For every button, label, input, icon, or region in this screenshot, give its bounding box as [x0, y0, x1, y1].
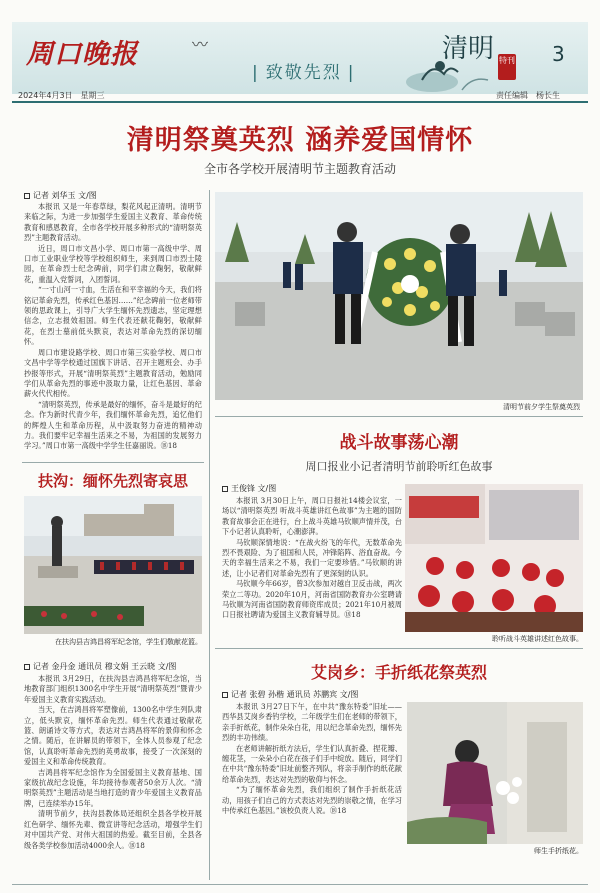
- paragraph: “为了缅怀革命先烈，我们组织了制作手折纸花活动，用孩子们自己的方式表达对先烈的崇敬之情，在学习中传承红色基因。”该校负责人说。⑱18: [222, 785, 402, 816]
- page-bottom-rule: [12, 884, 588, 885]
- main-byline: [24, 190, 97, 201]
- byline-box-icon: [24, 664, 30, 670]
- paragraph: 本报讯 3月30日上午，周口日报社14楼会议室，一场以“清明祭英烈 听战斗英雄讲红色故事”为主题的国防教育故事会正在进行，台上战斗英雄马钦顺声情并茂，台下小记者认真聆听，心潮澎湃。: [222, 496, 402, 537]
- paragraph: 本报讯 又是一年春草绿，梨花风起正清明。清明节来临之际，为进一步加强学生爱国主义教育、革命传统教育和感恩教育，全市各学校开展多种形式的“清明祭英烈”主题教育活动。: [24, 202, 202, 243]
- column-divider: [209, 190, 210, 880]
- left-story-title: 扶沟：缅怀先烈寄哀思: [37, 472, 188, 490]
- bottom-story-byline: [222, 689, 358, 700]
- paragraph: 吉鸿昌将军纪念馆作为全国爱国主义教育基地、国家级抗战纪念设施，年均接待参观者50余万人次。“清明祭英烈”主题活动是当地打造的青少年爱国主义教育品牌，已连续举办15年。: [24, 767, 202, 808]
- main-subhead: 全市各学校开展清明节主题教育活动: [203, 162, 396, 176]
- main-article-body: [24, 202, 202, 458]
- left-story-body: [24, 674, 202, 880]
- paragraph: 本报讯 3月29日，在扶沟县吉鸿昌将军纪念馆，当地教育部门组织1300名中学生开展“清明祭英烈”暨青少年爱国主义教育实践活动。: [24, 674, 202, 704]
- right-story-byline: [222, 483, 276, 494]
- section-divider: [22, 462, 204, 463]
- masthead: [12, 22, 588, 94]
- right-story-byline-text: 王俊锋 文/图: [231, 484, 277, 493]
- issue-date: 2024年4月3日 星期三: [18, 91, 105, 100]
- main-headline: 清明祭奠英烈 涵养爱国情怀: [126, 125, 474, 156]
- students-wreath-illustration: [215, 192, 583, 400]
- section-divider: [215, 416, 583, 417]
- right-story-body: [222, 496, 402, 644]
- left-story-caption: 在扶沟县吉鸿昌将军纪念馆，学生们敬献花篮。: [55, 638, 202, 646]
- memorial-square-illustration: [24, 496, 202, 634]
- bottom-story-caption: 师生手折纸花。: [534, 847, 583, 855]
- paragraph: 清明节前夕，扶沟县教体局还组织全县各学校开展红色研学、缅怀先辈、微宣讲等纪念活动，增强学生们对中国共产党、对伟大祖国的热爱。截至目前，全县各级各类学校参加活动4000余人。⑱18: [24, 809, 202, 850]
- paragraph: “清明祭英烈，传承是最好的缅怀，奋斗是最好的纪念。作为新时代青少年，我们缅怀革命先烈，追忆他们的辉煌人生和革命历程，从中汲取努力奋进的精神动力。我们要牢记幸福生活来之不易，为祖国的发展努力学习。”周口市第一高级中学学生任嘉丽说。⑱18: [24, 399, 202, 451]
- left-story-byline-text: 记者 金丹金 通讯员 穆文娟 王云晓 文/图: [33, 662, 177, 671]
- masthead-rule: [12, 101, 588, 103]
- paragraph: 马钦顺今年66岁，曾3次参加对越自卫反击战，两次荣立二等功。2020年10月，河南省国防教育办公室聘请马钦顺为河南省国防教育师资库成员；2021年10月被周口日报社聘请为爱国主义教育辅导员。⑱18: [222, 579, 402, 620]
- paragraph: 本报讯 3月27日下午，在中共“豫东特委”旧址——西华县艾岗乡香钓学校，二年级学生们在老师的带领下，亲手折纸花，制作朵朵白花，用以纪念革命先烈，缅怀先烈的丰功伟绩。: [222, 702, 402, 743]
- right-story-caption: 聆听战斗英雄讲述红色故事。: [492, 635, 583, 643]
- paragraph: “一寸山河一寸血，生活在和平幸福的今天，我们将铭记革命先烈，传承红色基因……”纪念碑前一位老师带领的思政课上，引导广大学生缅怀先烈遗志，坚定理想信念，立志报效祖国。师生代表还献花鞠躬，敬献鲜花，在烈士墓前低头默哀，表达对革命先烈的深切缅怀。: [24, 285, 202, 347]
- section-divider: [215, 648, 583, 649]
- byline-box-icon: [222, 486, 228, 492]
- paragraph: 当天，在吉鸿昌将军塑像前，1300名中学生列队肃立，低头默哀，缅怀革命先烈。师生代表通过敬献花篮、朗诵诗文等方式，表达对吉鸿昌将军的景仰和怀念之情。随后，在讲解员的带领下，全体人员参观了纪念馆，认真聆听革命先烈的英勇故事，接受了一次深刻的爱国主义和革命传统教育。: [24, 705, 202, 767]
- right-story-subtitle: 周口报业小记者清明节前聆听红色故事: [305, 460, 493, 473]
- paper-flowers-illustration: [407, 702, 583, 844]
- main-photo: [215, 192, 583, 400]
- special-edition-tag: 特刊: [498, 54, 516, 80]
- bottom-story-byline-text: 记者 张碧 孙楷 通讯员 苏鹏宾 文/图: [231, 690, 359, 699]
- right-story-title: 战斗故事荡心潮: [339, 433, 459, 453]
- paragraph: 在老师讲解折纸方法后，学生们认真折叠、捏花瓣、缠花茎，一朵朵小白花在孩子们手中绽放。随后，同学们在中共“豫东特委”旧址前整齐列队，将亲手制作的纸花献给革命先烈，表达对先烈的敬仰与怀念。: [222, 743, 402, 784]
- classroom-illustration: [405, 484, 583, 632]
- bottom-story-photo: [407, 702, 583, 844]
- paragraph: 马钦顺深情地说：“在战火纷飞的年代，无数革命先烈不畏艰险、为了祖国和人民，冲锋陷阵、浴血奋战。今天的幸福生活来之不易，我们一定要珍惜。”马钦顺的讲述，让小记者们对革命先烈有了更深刻的认识。: [222, 537, 402, 578]
- byline-box-icon: [24, 193, 30, 199]
- section-label: | 致敬先烈 |: [246, 58, 361, 83]
- byline-box-icon: [222, 692, 228, 698]
- bottom-story-title: 艾岗乡：手折纸花祭英烈: [310, 663, 487, 682]
- page-number: 3: [552, 42, 565, 66]
- responsible-editor: 责任编辑 杨长生: [496, 91, 560, 100]
- right-story-photo: [405, 484, 583, 632]
- paragraph: 周口市建设路学校、周口市第三实验学校、周口市文昌中学等学校通过国旗下讲话、召开主题班会、办手抄报等形式，开展“清明祭英烈”主题教育活动，勉励同学们从革命先烈的事迹中汲取力量，让红色基因、革命薪火代代相传。: [24, 347, 202, 399]
- left-story-byline: [24, 661, 176, 672]
- bottom-story-body: [222, 702, 402, 868]
- swallow-icon: 〰: [192, 35, 209, 54]
- qingming-title: 清明: [442, 34, 495, 64]
- main-byline-text: 记者 刘华玉 文/图: [33, 191, 97, 200]
- newspaper-logo: 周口晚报: [26, 39, 138, 70]
- paragraph: 近日，周口市文昌小学、周口市第一高级中学、周口市工业职业学校等学校组织师生，来到周口市烈士陵园，在革命烈士纪念碑前，同学们肃立鞠躬，敬献鲜花，重温入党誓词，入团誓词。: [24, 243, 202, 284]
- main-photo-caption: 清明节前夕学生祭奠英烈: [503, 403, 580, 411]
- left-story-photo: [24, 496, 202, 634]
